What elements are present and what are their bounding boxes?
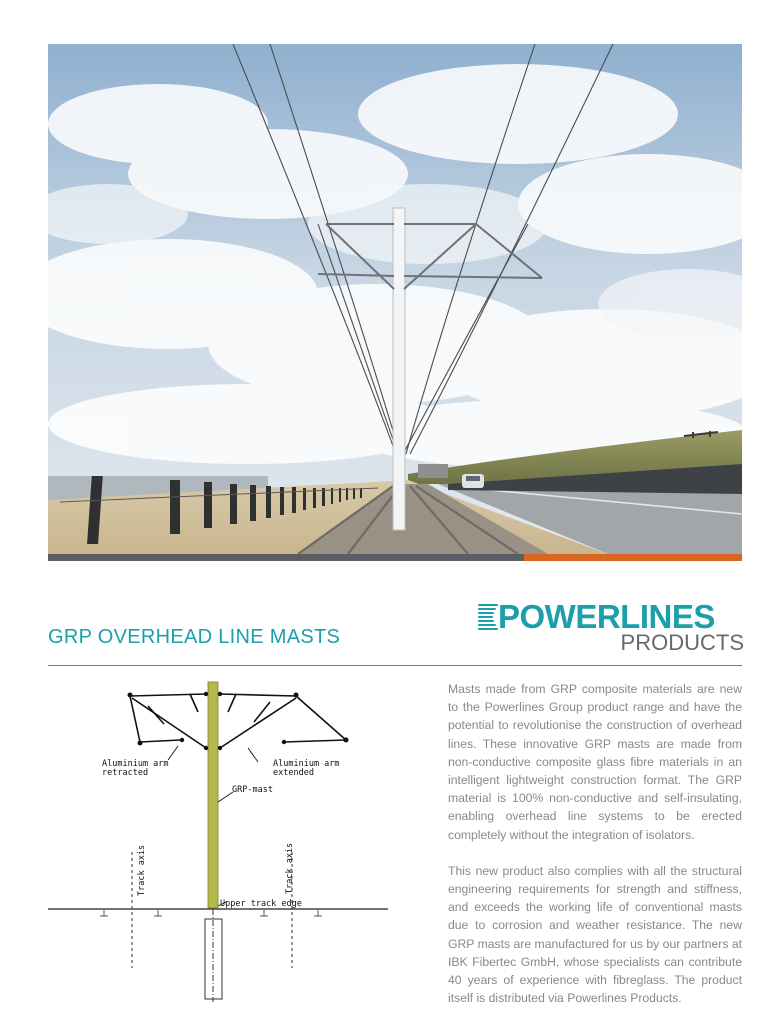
paragraph-details: This new product also complies with all the structural engineering requirements for strength and stiffness, and exceeds the working life of conventional masts due to corrosion and weather resistance. The new GRP masts are manufactured for us by our partners at IBK Fibertec GmbH, whose specialists can contribute 40 years of experience with fibreglass. The product itself is distributed via Powerlines Products. <box>448 863 742 1006</box>
logo-subtitle: PRODUCTS <box>620 630 744 655</box>
rail-markers <box>100 910 322 916</box>
label-track-axis-right: Track axis <box>285 842 295 894</box>
hero-accent-bar-orange <box>524 554 742 561</box>
hero-photo <box>48 44 742 554</box>
body-text <box>448 680 742 1007</box>
aluminium-arm-retracted <box>130 694 206 748</box>
powerlines-logo <box>478 600 744 656</box>
label-grp-mast: GRP-mast <box>232 785 273 795</box>
logo-stripes-icon <box>478 604 498 630</box>
arm-extended-joints <box>218 692 349 750</box>
label-track-axis-left: Track axis <box>137 844 147 896</box>
label-upper-track-edge: Upper track edge <box>220 899 302 909</box>
grp-mast <box>208 682 218 908</box>
label-arm-retracted-2: retracted <box>102 768 149 778</box>
page-title: GRP OVERHEAD LINE MASTS <box>48 626 341 648</box>
logo-name: POWERLINES <box>498 598 715 635</box>
label-arm-extended-1: Aluminium arm <box>273 759 340 769</box>
label-arm-retracted-1: Aluminium arm <box>102 759 169 769</box>
aluminium-arm-extended <box>220 694 346 748</box>
divider <box>48 665 742 666</box>
hero-accent-bar <box>48 554 524 561</box>
label-arm-extended-2: extended <box>273 768 314 778</box>
paragraph-intro: Masts made from GRP composite materials are new to the Powerlines Group product range and have the potential to revolutionise the construction of overhead lines. These innovative GRP masts are made from non-conductive composite glass fibre materials in an intelligent lightweight construction format. The GRP material is 100% non-conductive and self-insulating, enabling overhead line systems to be erected completely without the integration of isolators. <box>448 682 742 842</box>
grp-mast-photo-icon <box>48 44 742 554</box>
mast-diagram <box>48 676 394 1006</box>
